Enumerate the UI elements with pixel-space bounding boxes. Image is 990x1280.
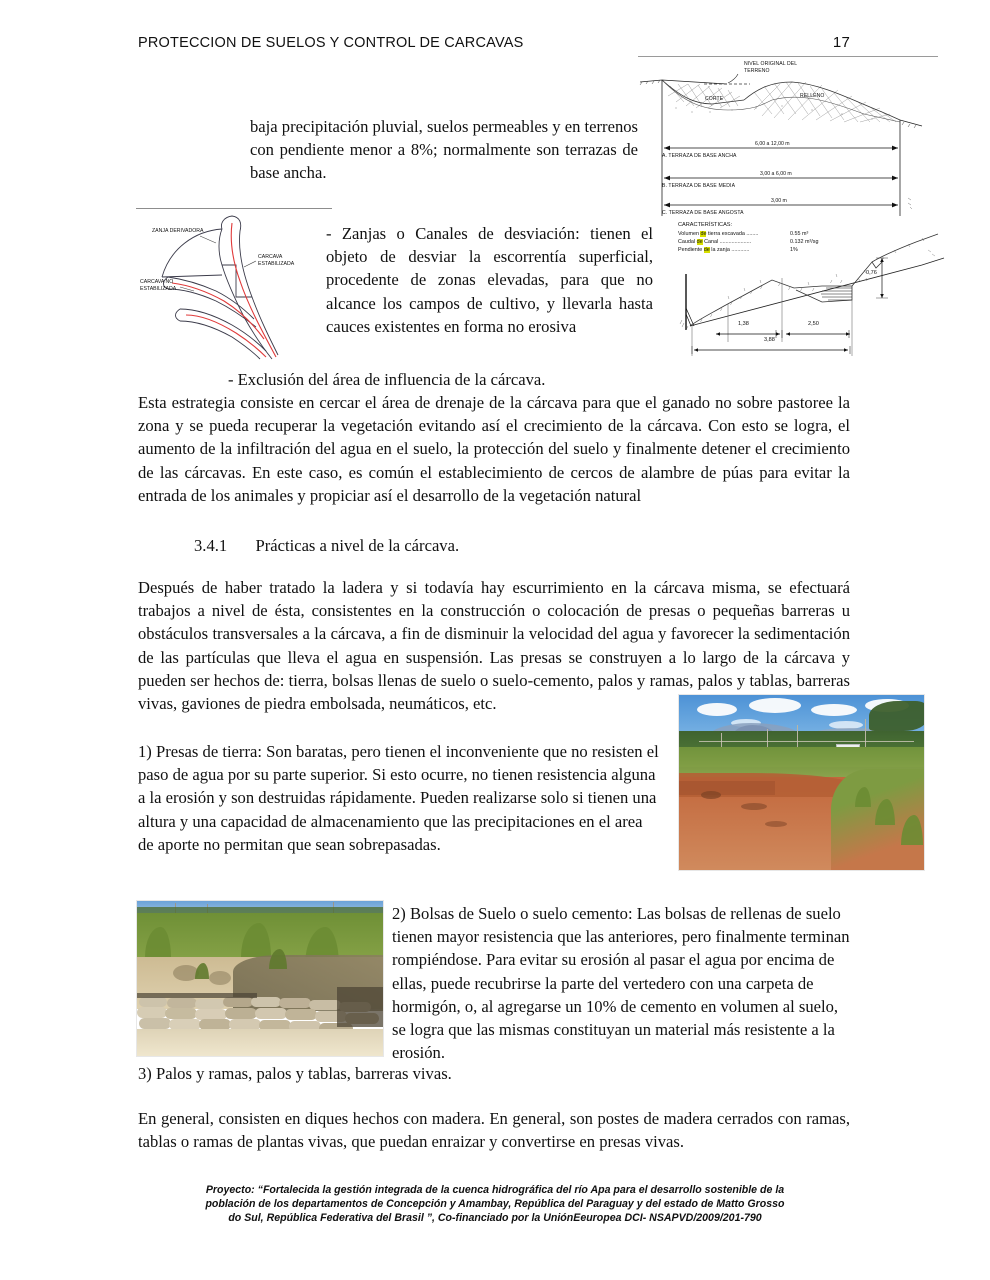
photo1-cloud <box>811 704 857 716</box>
photo1-foreground-tree <box>869 701 925 731</box>
section-heading-3-4-1 <box>194 534 694 557</box>
zanja-row1-dots: ........ <box>746 231 759 237</box>
zanja-dim-138: 1,38 <box>738 321 749 327</box>
photo2-sandbag <box>225 1008 257 1019</box>
zanja-dim-076: 0,76 <box>866 270 877 276</box>
photo2-sandbag <box>279 998 311 1008</box>
page-number: 17 <box>832 34 850 51</box>
paragraph-exclusion: Esta estrategia consiste en cercar el área de drenaje de la cárcava para que el ganado no sobre pastoree la zona y se pueda recuperar la vegetación evitando así el crecimiento de la cárcava. Con esto se logra, el aumento de la infiltración del agua en el suelo, la protección del suelo y finalmente detener el crecimiento de las cárcavas. En este caso, es común el establecimiento de cercos de alambre de púas para evitar la entrada de los animales y propiciar así el desarrollo de la vegetación natural <box>138 393 850 505</box>
photo1-erosion-mark <box>765 821 787 827</box>
zanja-row1-label-b: tierra excavada <box>707 231 745 237</box>
zanja-row1-label-highlight: de <box>700 231 707 237</box>
zanja-row2-dots: ..................... <box>719 239 752 245</box>
footer-line-1: Proyecto: “Fortalecida la gestión integrada de la cuenca hidrográfica del río Apa para el desarrollo sostenible de la <box>205 1184 785 1196</box>
photo2-geotextile <box>137 993 257 998</box>
paragraph-palos-y-ramas: 3) Palos y ramas, palos y tablas, barreras vivas. <box>138 1064 452 1083</box>
zanja-row3-dots: ............ <box>731 247 750 253</box>
photo1-dam-shadow <box>679 781 775 795</box>
photo1-erosion-mark <box>701 791 721 799</box>
photo2-foreground-sand <box>137 1029 383 1056</box>
photo2-sandbag <box>223 997 253 1007</box>
zanja-row2-label-a: Caudal <box>678 239 696 245</box>
paragraph-en-general: En general, consisten en diques hechos con madera. En general, son postes de madera cerrados con ramas, tablas o ramas de plantas vivas, que puedan enraizar y convertirse en presas vivas. <box>138 1109 850 1152</box>
photo2-sandbag <box>165 1008 197 1019</box>
heading-text: Prácticas a nivel de la cárcava. <box>255 536 460 555</box>
sketch-label-zanja-derivadora: ZANJA DERIVADORA <box>152 228 204 234</box>
figure-terrace-cross-section <box>632 52 950 220</box>
photo2-sandbag <box>195 999 225 1009</box>
photo2-sandbag <box>285 1009 317 1020</box>
page-header <box>138 34 850 51</box>
zanja-row2-value: 0.132 m³/sg <box>790 239 819 245</box>
paragraph-bolsas-de-suelo: 2) Bolsas de Suelo o suelo cemento: Las bolsas de rellenas de suelo tienen mayor resistencia que las anteriores, pero finalmente terminan rompiéndose. Para evitar su erosión al pasar el agua por encima de ellas, puede recubrirse la parte del vertedero con una carpeta de hormigón, o, al agregarse un 10% de cemento en volumen al suelo, se logra que las mismas constituyan un material más resistente a la erosión. <box>392 904 850 1063</box>
terrace-row-b: B. TERRAZA DE BASE MEDIA <box>662 183 736 189</box>
zanja-row-pendiente <box>678 247 798 253</box>
photo-soil-bags <box>136 900 384 1057</box>
header-title: PROTECCION DE SUELOS Y CONTROL DE CARCAVAS <box>138 35 524 51</box>
photo1-fence-wire <box>699 741 914 742</box>
terrace-row-a: A. TERRAZA DE BASE ANCHA <box>662 153 737 159</box>
photo2-sandbag <box>139 1018 171 1029</box>
zanja-dim-250: 2,50 <box>808 321 819 327</box>
photo1-erosion-mark <box>741 803 767 810</box>
paragraph-presas-de-tierra: 1) Presas de tierra: Son baratas, pero tienen el inconveniente que no resisten el paso de agua por su parte superior. Si esto ocurre, no tienen resistencia alguna a la erosión y son destruidas rápidamente. Pueden realizarse solo si tienen una altura y una capacidad de almacenamiento que las precipitaciones en el area de aporte no permitan que sean sobrepasadas. <box>138 742 659 854</box>
footer-line-3: do Sul, República Federativa del Brasil ”, Co-financiado por la UniónEeuropea DCI- NSAPVD/2009/201-790 <box>228 1212 762 1225</box>
photo2-sandbag <box>167 998 197 1008</box>
terrace-label-relleno: RELLENO <box>800 93 825 99</box>
photo1-cloud <box>697 703 737 716</box>
sketch-label-carcava-no-estabilizada-line2: ESTABILIZADA <box>140 286 177 292</box>
sketch-label-carcava-estabilizada-line1: CARCAVA <box>258 254 283 260</box>
zanja-row2-label-highlight: de <box>696 239 703 245</box>
zanja-row-volumen <box>678 231 809 237</box>
terrace-label-nivel-original-line2: TERRENO <box>744 68 770 74</box>
heading-number: 3.4.1 <box>194 536 228 555</box>
sketch-label-carcava-no-estabilizada-line1: CARCAVA NO <box>140 279 174 285</box>
paragraph-intro: baja precipitación pluvial, suelos permeables y en terrenos con pendiente menor a 8%; normalmente son terrazas de base ancha. <box>250 117 638 183</box>
page-footer <box>132 1183 858 1226</box>
paragraph-zanjas-canales: - Zanjas o Canales de desviación: tienen el objeto de desviar la escorrentía superficial, procedente de zonas elevadas, para que no alcance los campos de cultivo, y llevarla hasta cauces existentes en forma no erosiva <box>326 224 653 336</box>
terrace-label-corte: CORTE <box>705 96 724 102</box>
footer-line-2: población de los departamentos de Concepción y Amambay, República del Paraguay y del estado de Matto Grosso <box>205 1198 785 1211</box>
zanja-row3-value: 1% <box>790 247 798 253</box>
photo2-sandbag <box>255 1008 287 1019</box>
photo2-sandbag <box>139 997 167 1007</box>
zanja-row3-label-a: Pendiente <box>678 247 703 253</box>
photo2-erosion-hollow <box>209 971 231 985</box>
bullet-exclusion-area: - Exclusión del área de influencia de la cárcava. <box>228 370 546 389</box>
paragraph-despues-de-haber-tratado: Después de haber tratado la ladera y si todavía hay escurrimiento en la cárcava misma, se efectuará trabajos a nivel de ésta, consistentes en la construcción o colocación de presas o pequeñas barreras u obstáculos transversales a la cárcava, a fin de disminuir la velocidad del agua y favorecer la sedimentación de las partículas que lleva el agua en suspensión. Las presas se construyen a lo largo de la cárcava y pueden ser hechos de: tierra, bolsas llenas de suelo o suelo-cemento, palos y ramas, palos y tablas, barreras vivas, gaviones de piedra embolsada, neumáticos, etc. <box>138 578 850 714</box>
zanja-row2-label-b: Canal <box>704 239 719 245</box>
zanja-row3-label-b: la zanja <box>711 247 730 253</box>
photo1-cloud <box>749 698 801 713</box>
zanja-row1-value: 0.55 m³ <box>790 231 809 237</box>
terrace-dim-c: 3,00 m <box>771 198 787 204</box>
photo2-geotextile <box>337 987 383 1027</box>
photo2-sandbag <box>137 1007 167 1018</box>
terrace-dim-a: 6,00 a 12,00 m <box>755 141 790 147</box>
zanja-dim-388: 3,88 <box>764 337 775 343</box>
zanja-row-caudal <box>678 239 819 245</box>
zanja-row1-label-a: Volumen <box>678 231 699 237</box>
figure-zanja-section <box>676 222 950 362</box>
terrace-label-nivel-original-line1: NIVEL ORIGINAL DEL <box>744 61 798 67</box>
sketch-label-carcava-estabilizada-line2: ESTABILIZADA <box>258 261 295 267</box>
terrace-row-c: C. TERRAZA DE BASE ANGOSTA <box>662 210 744 216</box>
photo-earth-dam <box>678 694 925 871</box>
photo2-sandbag <box>251 997 281 1007</box>
terrace-diagram-svg <box>632 52 950 220</box>
zanja-characteristics-title: CARACTERÍSTICAS: <box>678 222 733 228</box>
zanja-row3-label-highlight: de <box>703 247 710 253</box>
terrace-dim-b: 3,00 a 6,00 m <box>760 171 792 177</box>
